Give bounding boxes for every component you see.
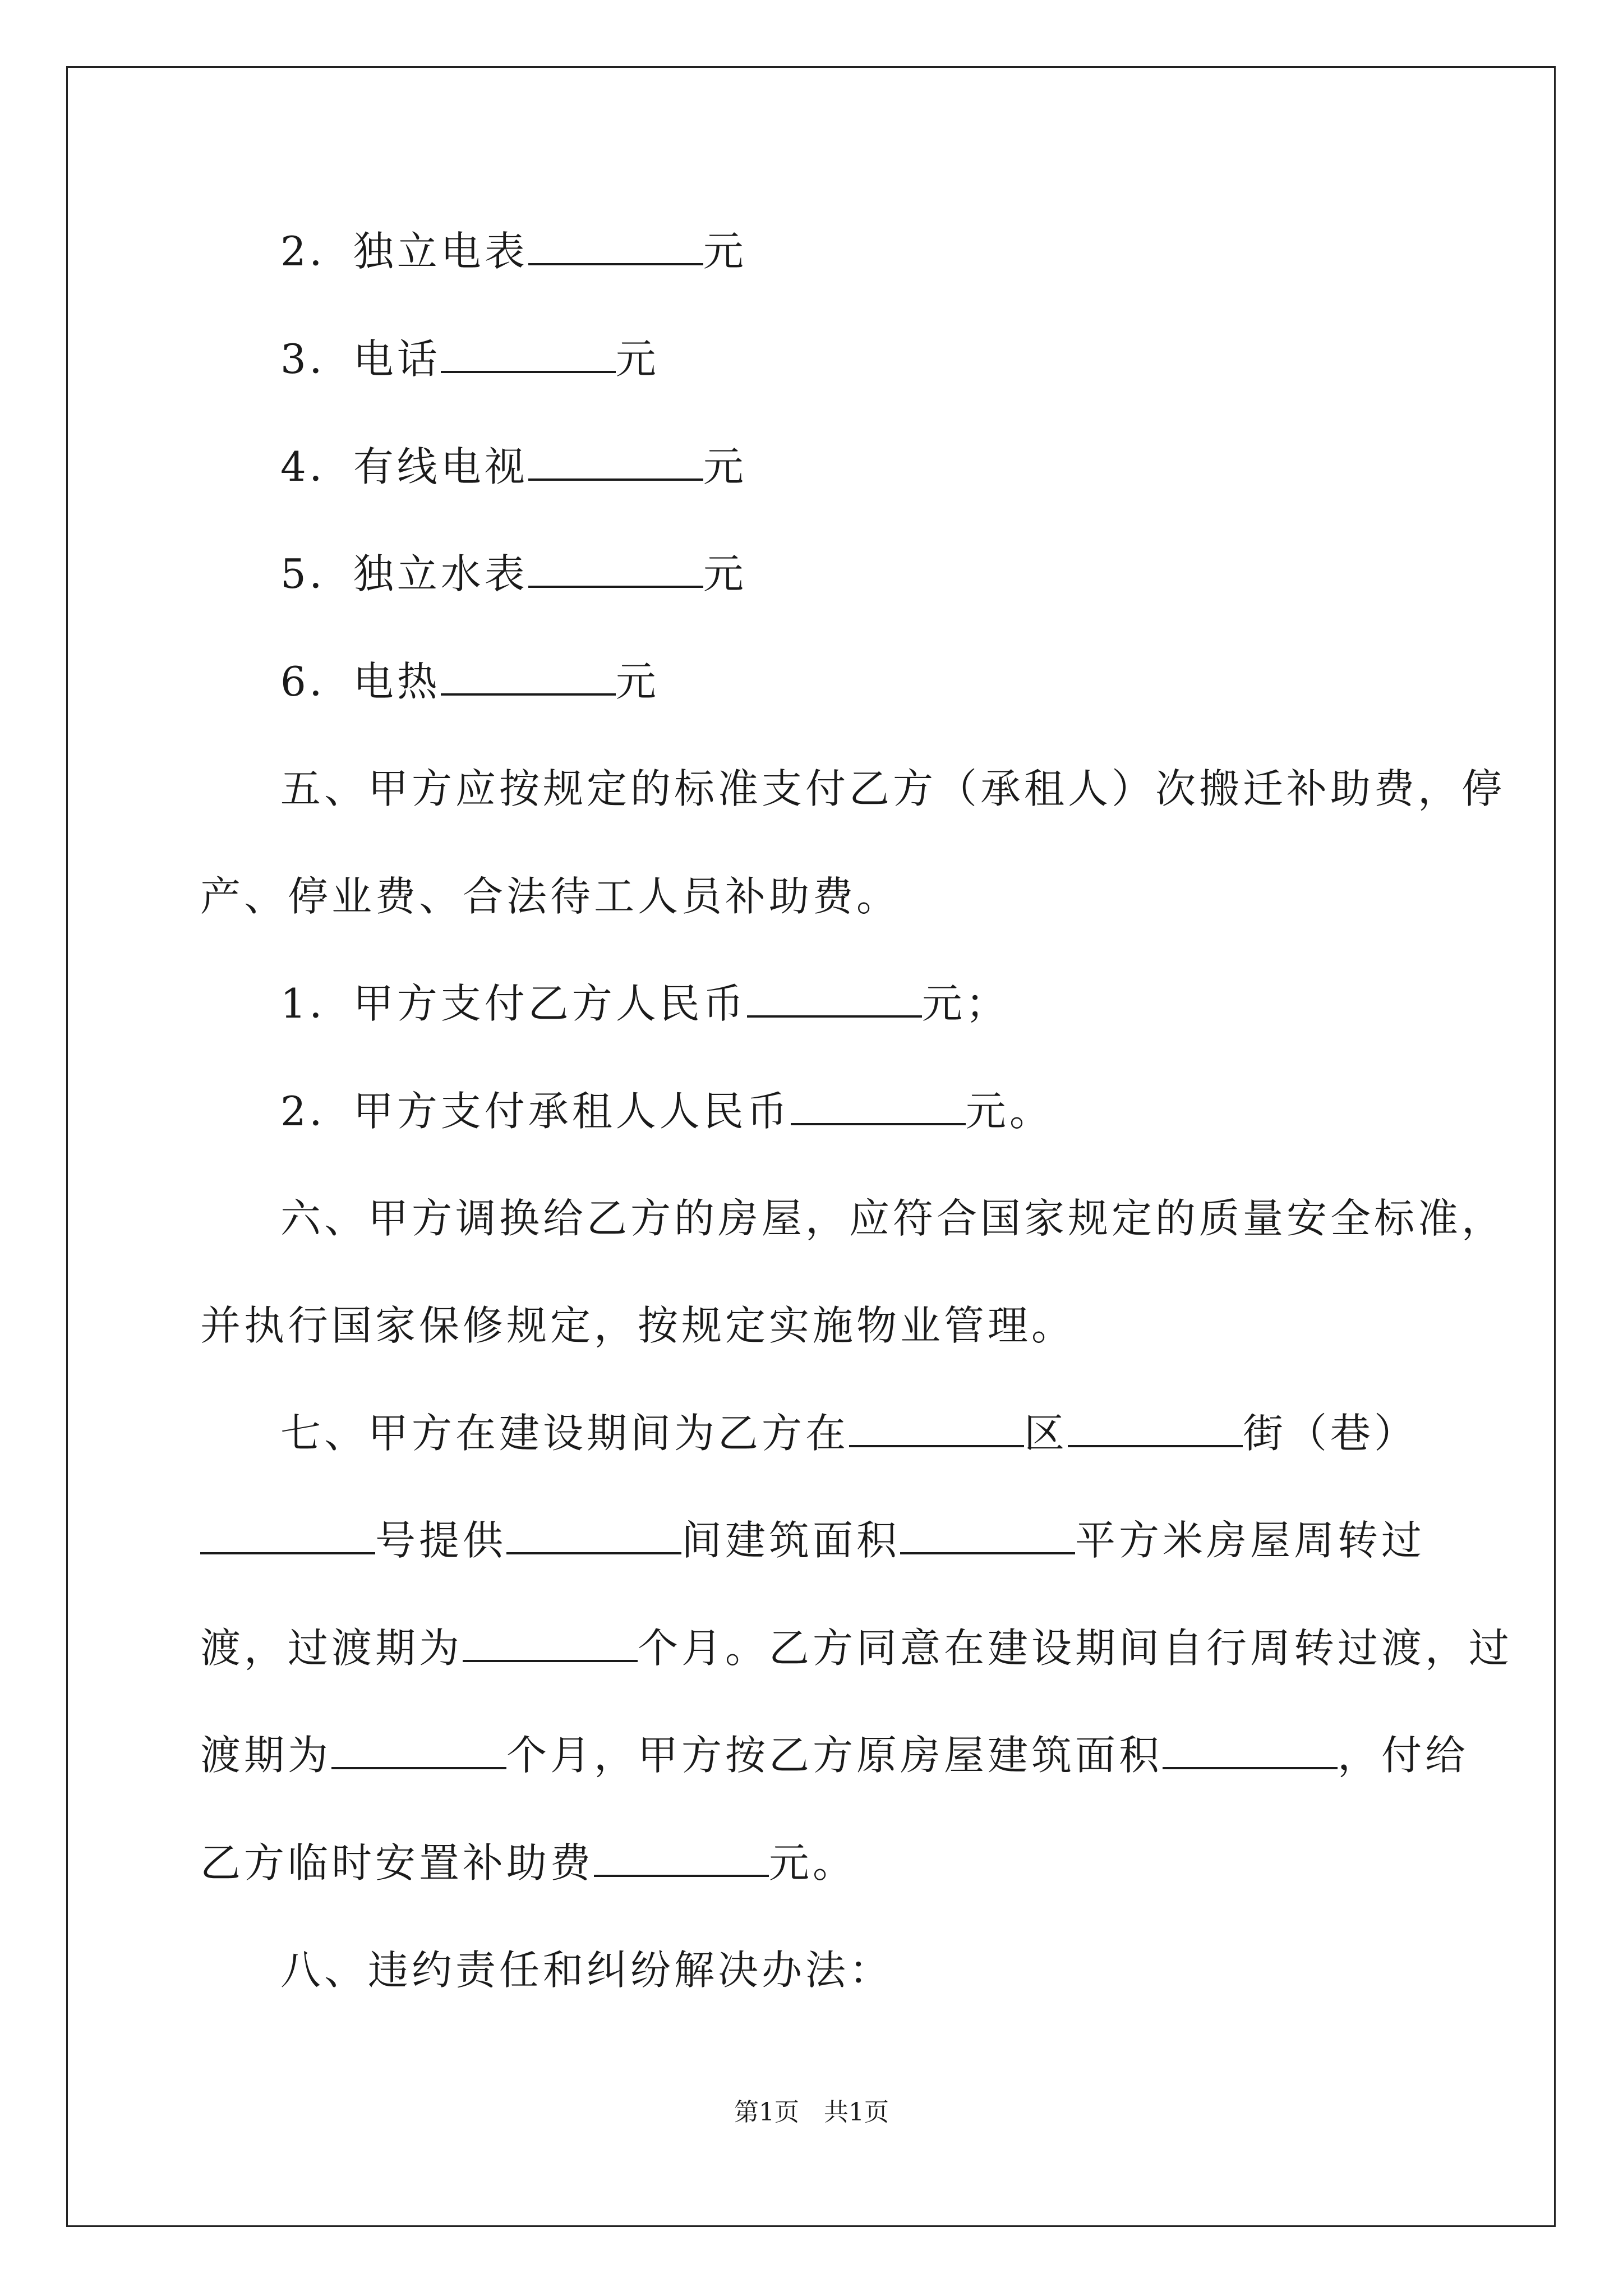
line-clause-7-c [200, 1621, 1513, 1675]
line-cable-tv [280, 440, 747, 494]
line-text: 元。 [965, 1088, 1053, 1135]
line-electric-heat [280, 655, 660, 708]
line-text: 1．甲方支付乙方人民币 [280, 980, 747, 1027]
fill-in-blank[interactable] [849, 1410, 1024, 1447]
line-text: 元 [615, 335, 660, 383]
fill-in-blank[interactable] [528, 551, 703, 588]
page-frame [66, 66, 1556, 2227]
line-text: 八、违约责任和纠纷解决办法： [280, 1947, 893, 1994]
line-pay-tenant [280, 1084, 1053, 1138]
fill-in-blank[interactable] [1068, 1410, 1243, 1447]
fill-in-blank[interactable] [528, 444, 703, 481]
line-text: 个月。乙方同意在建设期间自行周转过渡，过 [638, 1625, 1513, 1672]
line-clause-7-e [200, 1836, 856, 1890]
fill-in-blank[interactable] [200, 1517, 375, 1554]
fill-in-blank[interactable] [463, 1625, 638, 1662]
fill-in-blank[interactable] [441, 659, 616, 696]
line-independent-meter [280, 224, 747, 278]
line-text: 2．甲方支付承租人人民币 [280, 1088, 791, 1135]
fill-in-blank[interactable] [791, 1088, 966, 1125]
fill-in-blank[interactable] [331, 1732, 506, 1769]
fill-in-blank[interactable] [747, 981, 922, 1018]
line-text: 渡，过渡期为 [200, 1625, 463, 1672]
line-clause-8 [280, 1943, 893, 1997]
line-text: ，付给 [1338, 1732, 1469, 1779]
line-text: 号提供 [375, 1517, 507, 1564]
line-text: 元 [703, 443, 747, 490]
page-footer: 第1页 共1页 [734, 2098, 889, 2127]
line-text: 渡期为 [200, 1732, 332, 1779]
fill-in-blank[interactable] [528, 228, 703, 265]
line-text: 3．电话 [280, 335, 441, 383]
line-text: 区 [1024, 1410, 1068, 1457]
line-text: 街（巷） [1243, 1410, 1418, 1457]
fill-in-blank[interactable] [441, 336, 616, 373]
line-clause-6-start [280, 1191, 1505, 1245]
line-text: 六、甲方调换给乙方的房屋，应符合国家规定的质量安全标准， [280, 1195, 1506, 1242]
line-clause-7-a [280, 1406, 1418, 1460]
line-clause-7-b [200, 1513, 1425, 1567]
line-text: 2．独立电表 [280, 228, 528, 275]
line-text: 元。 [769, 1839, 857, 1887]
line-text: 平方米房屋周转过 [1075, 1517, 1426, 1564]
fill-in-blank[interactable] [1163, 1732, 1338, 1769]
line-text: 6．电热 [280, 658, 441, 705]
line-telephone [280, 332, 660, 386]
line-text: 七、甲方在建设期间为乙方在 [280, 1410, 850, 1457]
line-text: 乙方临时安置补助费 [200, 1839, 594, 1887]
line-water-meter [280, 547, 747, 601]
line-text: 五、甲方应按规定的标准支付乙方（承租人）次搬迁补助费，停 [280, 765, 1506, 812]
line-text: 间建筑面积 [681, 1517, 901, 1564]
line-clause-6-end [200, 1299, 1075, 1352]
fill-in-blank[interactable] [506, 1517, 681, 1554]
line-clause-5-start [280, 762, 1505, 816]
line-text: 元； [921, 980, 1009, 1027]
line-text: 产、停业费、合法待工人员补助费。 [200, 873, 901, 920]
line-text: 元 [615, 658, 660, 705]
line-text: 个月，甲方按乙方原房屋建筑面积 [506, 1732, 1163, 1779]
line-clause-5-end [200, 869, 900, 923]
line-text: 元 [703, 228, 747, 275]
fill-in-blank[interactable] [594, 1840, 769, 1877]
line-pay-party-b [280, 977, 1009, 1030]
line-clause-7-d [200, 1728, 1469, 1782]
line-text: 元 [703, 550, 747, 597]
line-text: 5．独立水表 [280, 550, 528, 597]
line-text: 4．有线电视 [280, 443, 528, 490]
line-text: 并执行国家保修规定，按规定实施物业管理。 [200, 1302, 1076, 1349]
fill-in-blank[interactable] [900, 1517, 1075, 1554]
